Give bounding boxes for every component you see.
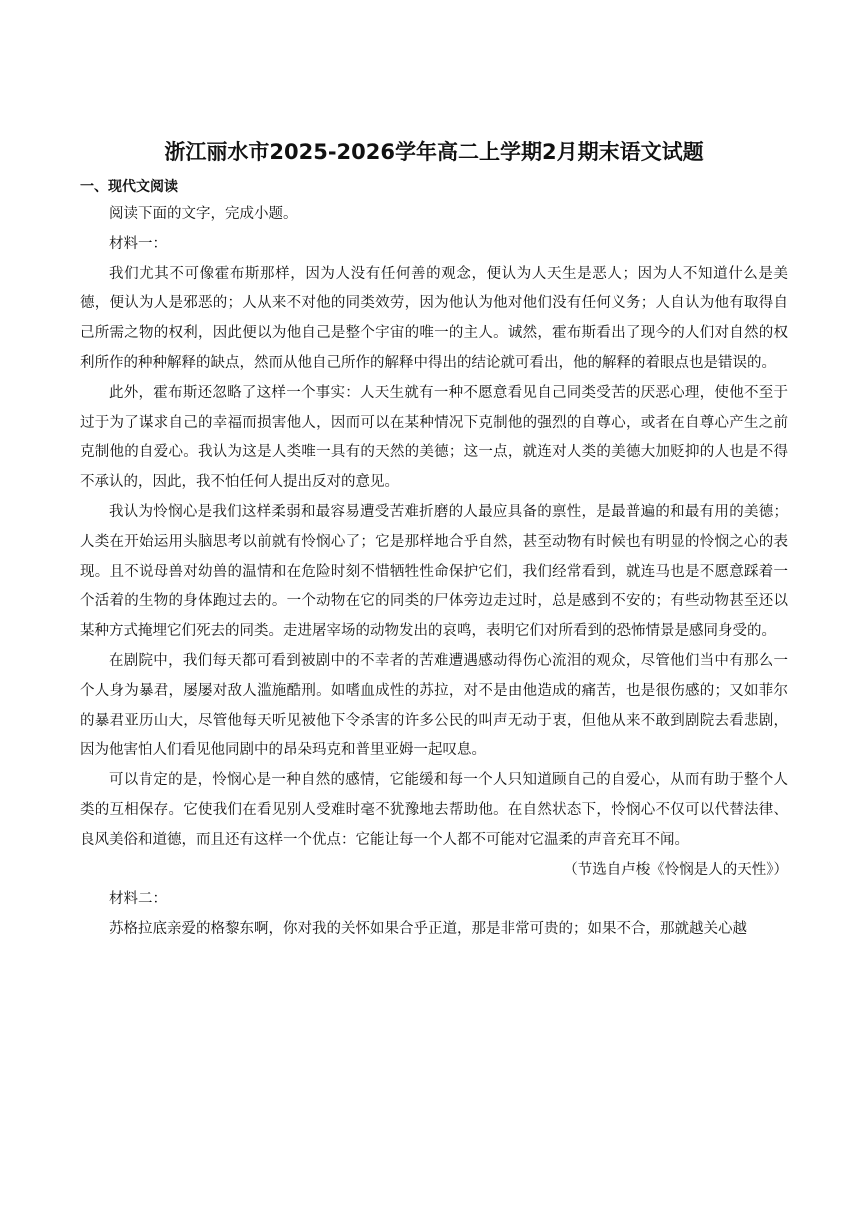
material-two-first-line: 苏格拉底亲爱的格黎东啊，你对我的关怀如果合乎正道，那是非常可贵的；如果不合，那就越关心越 <box>109 921 747 938</box>
source-citation: （节选自卢梭《怜悯是人的天性》） <box>563 861 788 878</box>
document-body <box>80 200 788 945</box>
document-title: 浙江丽水市2025-2026学年高二上学期2月期末语文试题 <box>164 140 704 164</box>
paragraph-1: 我们尤其不可像霍布斯那样，因为人没有任何善的观念，便认为人天生是恶人；因为人不知道什么是美德，便认为人是邪恶的；人从来不对他的同类效劳，因为他认为他对他们没有任何义务；人自认为他有取得自己所需之物的权利，因此便以为他自己是整个宇宙的唯一的主人。诚然，霍布斯看出了现今的人们对自然的权利所作的种种解释的缺点，然而从他自己所作的解释中得出的结论就可看出，他的解释的着眼点也是错误的。 <box>80 265 788 371</box>
paragraph-2: 此外，霍布斯还忽略了这样一个事实：人天生就有一种不愿意看见自己同类受苦的厌恶心理，使他不至于过于为了谋求自己的幸福而损害他人，因而可以在某种情况下克制他的强烈的自尊心，或者在自尊心产生之前克制他的自爱心。我认为这是人类唯一具有的天然的美德；这一点，就连对人类的美德大加贬抑的人也是不得不承认的，因此，我不怕任何人提出反对的意见。 <box>80 384 788 491</box>
section-heading: 一、现代文阅读 <box>80 179 178 195</box>
material-one-label: 材料一： <box>109 235 167 252</box>
reading-instruction: 阅读下面的文字，完成小题。 <box>109 206 298 222</box>
paragraph-5: 可以肯定的是，怜悯心是一种自然的感情，它能缓和每一个人只知道顾自己的自爱心，从而有助于整个人类的互相保存。它使我们在看见别人受难时毫不犹豫地去帮助他。在自然状态下，怜悯心不仅可以代替法律、良风美俗和道德，而且还有这样一个优点：它能让每一个人都不可能对它温柔的声音充耳不闻。 <box>80 772 788 848</box>
material-two-label: 材料二： <box>109 891 167 908</box>
paragraph-4: 在剧院中，我们每天都可看到被剧中的不幸者的苦难遭遇感动得伤心流泪的观众，尽管他们当中有那么一个人身为暴君，屡屡对敌人滥施酷刑。如嗜血成性的苏拉，对不是由他造成的痛苦，也是很伤感的；又如菲尔的暴君亚历山大，尽管他每天听见被他下令杀害的许多公民的叫声无动于衷，但他从来不敢到剧院去看悲剧，因为他害怕人们看见他同剧中的昂朵玛克和普里亚姆一起叹息。 <box>80 652 788 759</box>
paragraph-3: 我认为怜悯心是我们这样柔弱和最容易遭受苦难折磨的人最应具备的禀性，是最普遍的和最有用的美德；人类在开始运用头脑思考以前就有怜悯心了；它是那样地合乎自然，甚至动物有时候也有明显的怜悯之心的表现。且不说母兽对幼兽的温情和在危险时刻不惜牺牲性命保护它们，我们经常看到，就连马也是不愿意踩着一个活着的生物的身体跑过去的。一个动物在它的同类的尸体旁边走过时，总是感到不安的；有些动物甚至还以某种方式掩埋它们死去的同类。走进屠宰场的动物发出的哀鸣，表明它们对所看到的恐怖情景是感同身受的。 <box>80 503 788 640</box>
